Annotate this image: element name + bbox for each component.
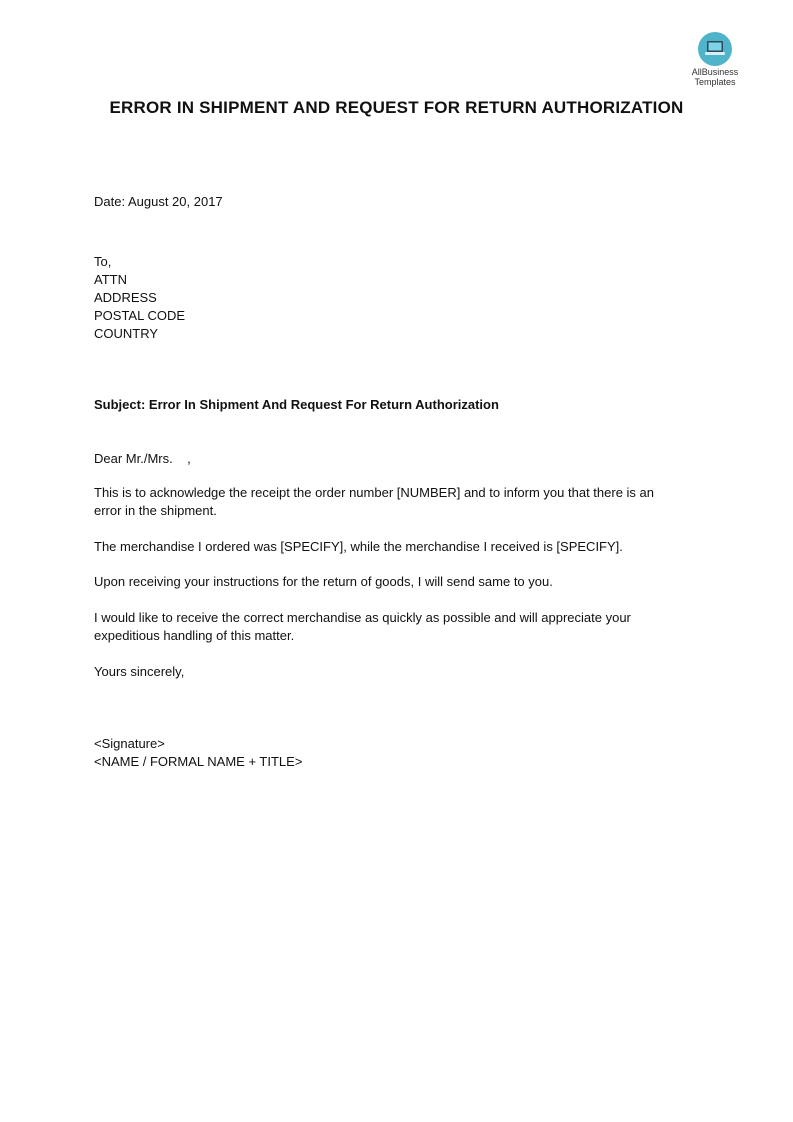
logo-text-line1: AllBusiness <box>691 67 739 77</box>
page-title: ERROR IN SHIPMENT AND REQUEST FOR RETURN AUTHORIZATION <box>109 98 684 117</box>
recipient-address <box>94 253 694 343</box>
letter-greeting: Dear Mr./Mrs. , <box>94 451 191 466</box>
signer-name: <NAME / FORMAL NAME + TITLE> <box>94 754 303 769</box>
letter-closing: Yours sincerely, <box>94 664 185 679</box>
signature-block <box>94 735 694 771</box>
recipient-to: To, <box>94 254 112 269</box>
laptop-icon <box>704 39 726 57</box>
recipient-address-line: ADDRESS <box>94 290 157 305</box>
signature-placeholder: <Signature> <box>94 736 165 751</box>
recipient-postal-code: POSTAL CODE <box>94 308 186 323</box>
logo-text <box>680 67 750 87</box>
allbusiness-templates-logo <box>680 32 750 87</box>
logo-text-line2: Templates <box>694 77 736 87</box>
recipient-country: COUNTRY <box>94 326 159 341</box>
recipient-attn: ATTN <box>94 272 127 287</box>
letter-paragraph-4: I would like to receive the correct merchandise as quickly as possible and will appreciate your expeditious handling of this matter. <box>94 610 631 643</box>
logo-badge <box>698 32 732 66</box>
letter-paragraph-3: Upon receiving your instructions for the return of goods, I will send same to you. <box>94 574 553 589</box>
letter-date: Date: August 20, 2017 <box>94 194 223 209</box>
letter-subject: Subject: Error In Shipment And Request For Return Authorization <box>94 397 499 412</box>
letter-paragraph-2: The merchandise I ordered was [SPECIFY], while the merchandise I received is [SPECIFY]. <box>94 539 623 554</box>
letter-paragraph-1: This is to acknowledge the receipt the order number [NUMBER] and to inform you that there is an error in the shipment. <box>94 485 654 518</box>
